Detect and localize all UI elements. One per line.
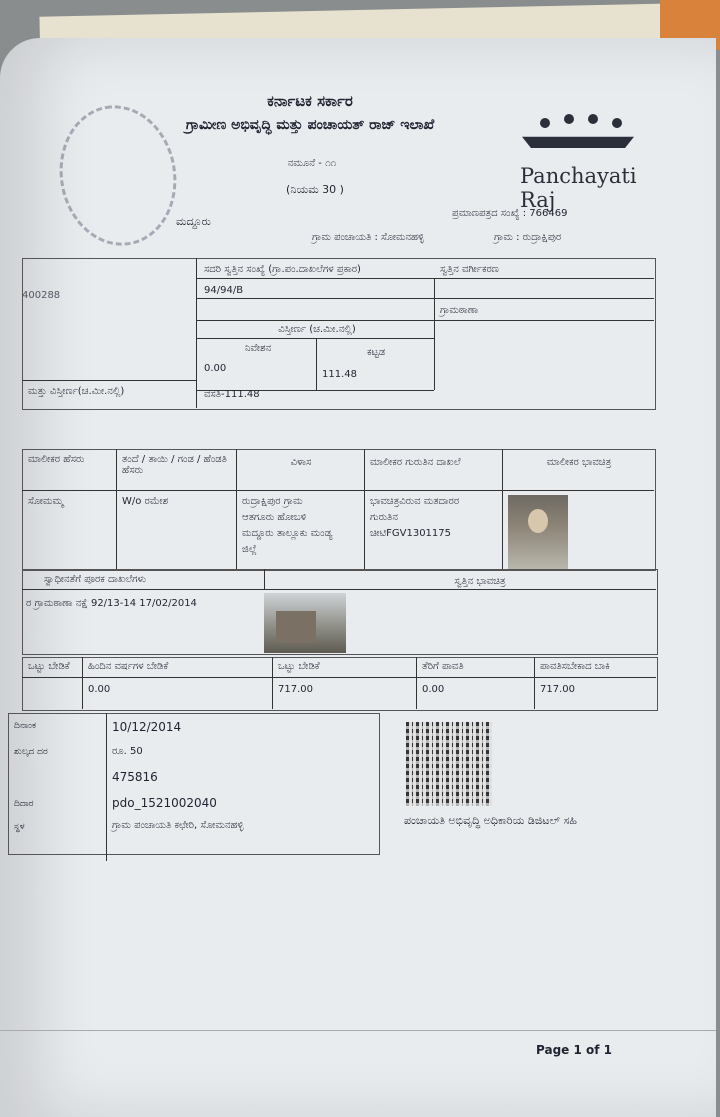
tax-header-previous: ಹಿಂದಿನ ವರ್ಷಗಳ ಬೇಡಿಕೆ xyxy=(88,661,169,672)
property-photo xyxy=(264,593,346,653)
logo-dot-icon xyxy=(564,114,574,124)
taluk-name: ಮದ್ದೂರು xyxy=(176,215,211,228)
issue-date: 10/12/2014 xyxy=(112,720,182,734)
rule-number: (ನಿಯಮ 30 ) xyxy=(286,183,344,196)
issue-table xyxy=(8,713,380,855)
category-value: ಗ್ರಾಮಠಾಣಾ xyxy=(440,305,479,316)
property-type-value: ವಸತಿ-111.48 xyxy=(204,389,260,400)
tax-balance-value: 717.00 xyxy=(540,684,575,695)
site-label: ನಿವೇಶನ xyxy=(244,343,272,354)
id-header: ಮಾಲೀಕರ ಗುರುತಿನ ದಾಖಲೆ xyxy=(370,457,461,468)
owner-name-header: ಮಾಲೀಕರ ಹೆಸರು xyxy=(28,454,85,465)
property-number-label: ಸದರಿ ಸ್ವತ್ತಿನ ಸಂಖ್ಯೆ (ಗ್ರಾ.ಪಂ.ದಾಖಲೆಗಳ ಪ್ರಕಾರ) xyxy=(204,264,361,275)
tax-previous-value: 0.00 xyxy=(88,684,111,695)
form-number: ನಮೂನೆ - ೧೧ xyxy=(287,158,337,169)
building-label: ಕಟ್ಟಡ xyxy=(366,347,386,358)
logo-bar-icon xyxy=(522,134,634,148)
village-name: ಗ್ರಾಮ : ರುದ್ರಾಕ್ಷಿಪುರ xyxy=(494,232,562,243)
owner-address-line: ರುದ್ರಾಕ್ಷಿಪುರ ಗ್ರಾಮ xyxy=(242,496,303,507)
photo-header: ಮಾಲೀಕರ ಭಾವಚಿತ್ರ xyxy=(546,457,612,468)
owner-id-line: ಚೀಟಿFGV1301175 xyxy=(370,528,452,539)
tax-header-balance: ಪಾವತಿಸಬೇಕಾದ ಬಾಕಿ xyxy=(540,661,610,672)
owner-address-line: ಆತಗೂರು ಹೋಬಳಿ xyxy=(242,512,307,523)
area-label: ವಿಸ್ತೀರ್ಣ (ಚ.ಮೀ.ನಲ್ಲಿ) xyxy=(278,324,356,335)
supporting-doc-value: ರ ಗ್ರಾಮಠಾಣಾ ನಕ್ಷೆ 92/13-14 17/02/2014 xyxy=(26,598,197,609)
relation-header: ತಂದೆ / ತಾಯಿ / ಗಂಡ / ಹೆಂಡತಿ ಹೆಸರು xyxy=(122,454,227,476)
site-value: 0.00 xyxy=(204,363,227,374)
property-photo-label: ಸ್ವತ್ತಿನ ಭಾವಚಿತ್ರ xyxy=(454,576,506,587)
issue-issuer: pdo_1521002040 xyxy=(112,796,217,810)
logo-dot-icon xyxy=(588,114,598,124)
owner-id-line: ಭಾವಚಿತ್ರವಿರುವ ಮತದಾರರ xyxy=(370,496,460,507)
issue-place-label: ಸ್ಥಳ xyxy=(14,822,25,832)
property-number: 94/94/B xyxy=(204,285,244,296)
owner-id-line: ಗುರುತಿನ xyxy=(370,512,398,523)
tax-header-total: ಒಟ್ಟು ಬೇಡಿಕೆ xyxy=(28,661,70,672)
issue-fee-label: ಶುಲ್ಕದ ದರ xyxy=(14,747,48,757)
govt-title: ಕರ್ನಾಟಕ ಸರ್ಕಾರ xyxy=(267,92,353,110)
stamp-id: 400288 xyxy=(22,290,61,301)
property-type-label: ಮತ್ತು ವಿಸ್ತೀರ್ಣ(ಚ.ಮೀ.ನಲ್ಲಿ) xyxy=(28,386,125,397)
issue-issuer-label: ದಿದಾರ xyxy=(14,799,34,809)
issue-receipt-number: 475816 xyxy=(112,770,158,784)
issue-date-label: ದಿನಾಂಕ xyxy=(14,721,37,731)
gram-panchayat: ಗ್ರಾಮ ಪಂಚಾಯತಿ : ಸೋಮನಹಳ್ಳಿ xyxy=(312,232,425,243)
logo-text: Panchayati Raj xyxy=(520,164,637,212)
building-value: 111.48 xyxy=(322,369,357,380)
owner-relation: W/o ರಮೇಶ xyxy=(122,496,169,507)
qr-code xyxy=(406,722,492,806)
logo-dot-icon xyxy=(540,118,550,128)
supporting-docs-label: ಸ್ವಾಧೀನತೆಗೆ ಪೂರಕ ದಾಖಲೆಗಳು xyxy=(44,574,147,585)
tax-header-paid: ತೆರಿಗೆ ಪಾವತಿ xyxy=(422,661,464,672)
issue-place: ಗ್ರಾಮ ಪಂಚಾಯತಿ ಕಛೇರಿ, ಸೋಮನಹಳ್ಳಿ xyxy=(112,820,244,831)
address-header: ವಿಳಾಸ xyxy=(290,457,312,468)
category-label: ಸ್ವತ್ತಿನ ವರ್ಗೀಕರಣ xyxy=(440,264,499,275)
panchayati-raj-logo xyxy=(516,112,646,212)
certificate-number: ಪ್ರಮಾಣಪತ್ರದ ಸಂಖ್ಯೆ : 766469 xyxy=(452,208,568,219)
tax-header-total-demand: ಒಟ್ಟು ಬೇಡಿಕೆ xyxy=(278,661,320,672)
page-number: Page 1 of 1 xyxy=(536,1043,612,1057)
owner-address-line: ಜಿಲ್ಲೆ xyxy=(242,544,257,555)
logo-dot-icon xyxy=(612,118,622,128)
tax-total-value: 717.00 xyxy=(278,684,313,695)
issue-fee: ರೂ. 50 xyxy=(112,746,143,757)
department-title: ಗ್ರಾಮೀಣ ಅಭಿವೃದ್ಧಿ ಮತ್ತು ಪಂಚಾಯತ್ ರಾಜ್ ಇಲಾಖೆ xyxy=(185,117,435,133)
owner-name: ಸೋಮಮ್ಮ xyxy=(28,496,64,507)
owner-photo xyxy=(508,495,568,570)
owner-address-line: ಮದ್ದೂರು ತಾಲ್ಲೂಕು ಮಂಡ್ಯ xyxy=(242,528,333,539)
digital-signature-label: ಪಂಚಾಯತಿ ಅಭಿವೃದ್ಧಿ ಅಧಿಕಾರಿಯ ಡಿಜಿಟಲ್ ಸಹಿ xyxy=(404,814,577,827)
tax-paid-value: 0.00 xyxy=(422,684,445,695)
